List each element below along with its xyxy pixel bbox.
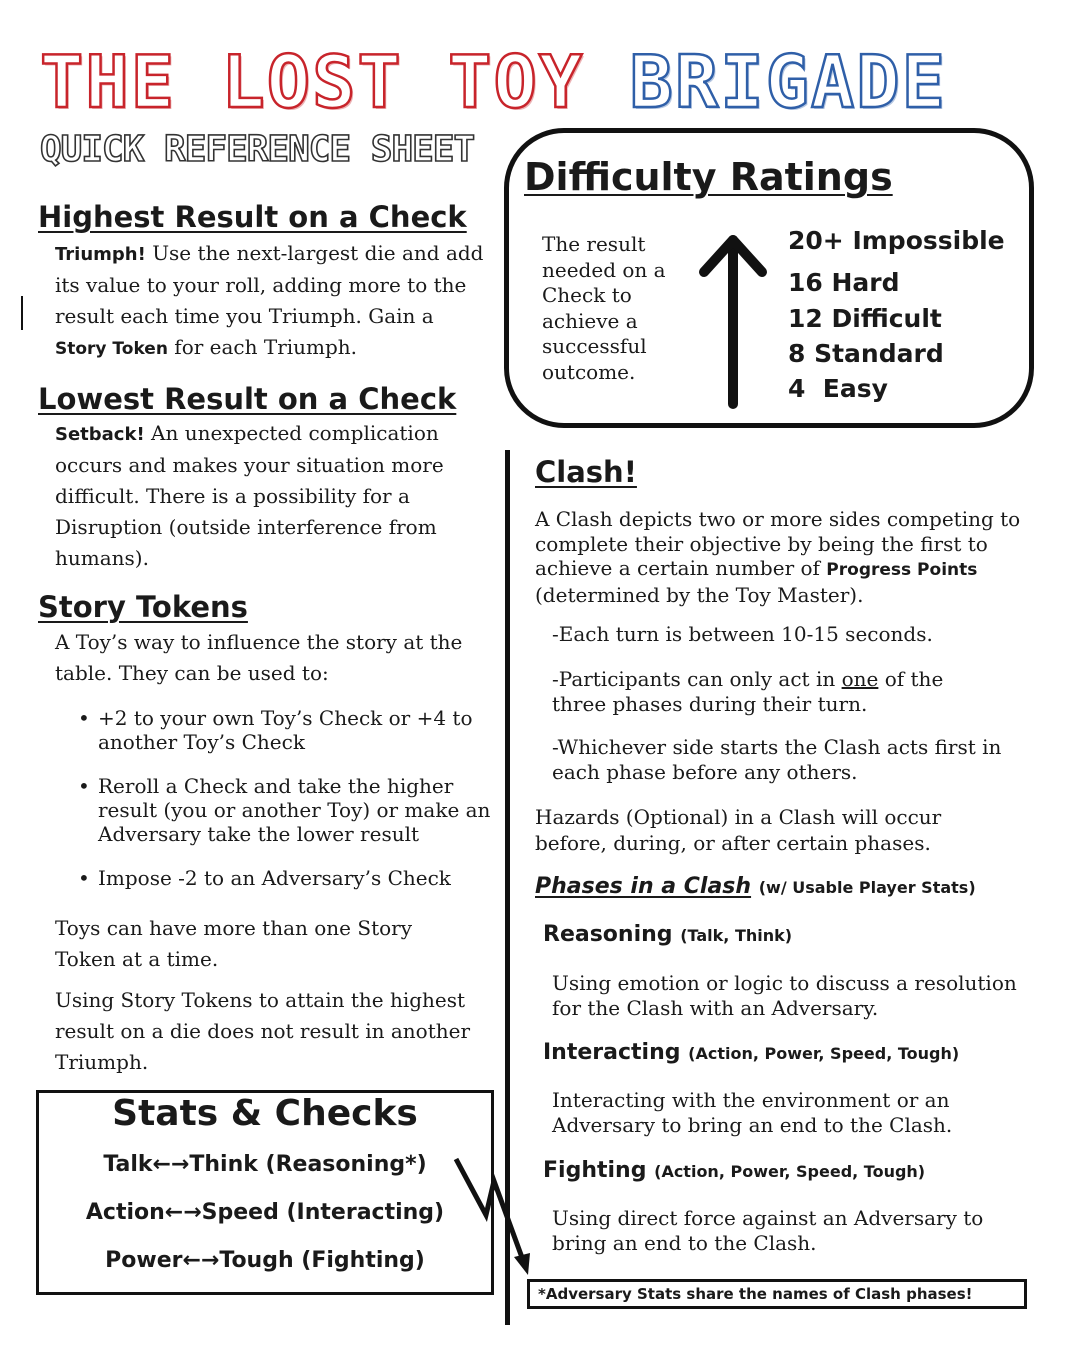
clash-rule-one-phase: -Participants can only act in one of the three phases during their turn. — [552, 667, 944, 716]
highest-result-heading: Highest Result on a Check — [38, 200, 467, 234]
phase-reasoning-desc: Using emotion or logic to discuss a resolution for the Clash with an Adversary. — [552, 971, 1017, 1020]
clash-heading: Clash! — [535, 455, 637, 489]
story-token-bullet-2: • Reroll a Check and take the higher result (you or another Toy) or make an Adversary take the lower result — [78, 774, 491, 846]
clash-rule-first-acts: -Whichever side starts the Clash acts first in each phase before any others. — [552, 735, 1002, 784]
subtitle: QUICK REFERENCE SHEET — [40, 129, 475, 170]
progress-points-term: Progress Points — [826, 560, 978, 580]
bullet-dot: • — [78, 706, 90, 730]
story-token-bullet-3: • Impose -2 to an Adversary’s Check — [78, 866, 451, 890]
gain-pre: Gain a — [368, 304, 434, 328]
story-tokens-note-2: Using Story Tokens to attain the highest result on a die does not result in another Triumph. — [55, 988, 471, 1074]
page-title — [40, 42, 1040, 122]
stat-line-reasoning: Talk←→Think (Reasoning*) — [103, 1152, 427, 1177]
zigzag-arrow-icon — [452, 1155, 532, 1280]
setback-description: An unexpected complication occurs and makes your situation more difficult. There is a possibility for a Disruption (outside interference from humans). — [55, 421, 444, 570]
up-arrow-icon — [698, 232, 768, 410]
stats-checks-title: Stats & Checks — [112, 1093, 418, 1134]
phase-reasoning-heading: Reasoning (Talk, Think) — [543, 922, 793, 947]
bullet-dot: • — [78, 866, 90, 890]
one-emphasis: one — [841, 667, 879, 691]
triumph-description: Use the next-largest die and add its value to your roll, adding more to the result each time you Triumph. — [55, 241, 484, 328]
clash-rule-turn-length: -Each turn is between 10-15 seconds. — [552, 622, 933, 646]
phases-heading: Phases in a Clash (w/ Usable Player Stats) — [535, 874, 976, 899]
bullet-dot: • — [78, 774, 90, 798]
phase-fighting-heading: Fighting (Action, Power, Speed, Tough) — [543, 1158, 926, 1183]
phase-interacting-desc: Interacting with the environment or an Adversary to bring an end to the Clash. — [552, 1088, 953, 1137]
difficulty-level-easy: 4 Easy — [788, 374, 888, 403]
story-token-bullet-1: • +2 to your own Toy’s Check or +4 to another Toy’s Check — [78, 706, 473, 754]
triumph-label: Triumph! — [55, 244, 146, 265]
difficulty-description: The result needed on a Check to achieve a successful outcome. — [542, 232, 666, 384]
title-part-the-lost-toy: THE LOST TOY — [40, 40, 585, 124]
difficulty-level-hard: 16 Hard — [788, 268, 900, 297]
lowest-result-text — [55, 418, 485, 574]
column-divider — [505, 450, 510, 1325]
story-token-term: Story Token — [55, 339, 168, 359]
difficulty-level-standard: 8 Standard — [788, 339, 944, 368]
story-tokens-heading: Story Tokens — [38, 590, 248, 624]
phase-interacting-heading: Interacting (Action, Power, Speed, Tough) — [543, 1040, 960, 1065]
lowest-result-heading: Lowest Result on a Check — [38, 382, 457, 416]
setback-label: Setback! — [55, 424, 145, 445]
stat-line-fighting: Power←→Tough (Fighting) — [105, 1248, 425, 1273]
clash-hazards: Hazards (Optional) in a Clash will occur before, during, or after certain phases. — [535, 805, 942, 855]
difficulty-level-difficult: 12 Difficult — [788, 304, 942, 333]
stat-line-interacting: Action←→Speed (Interacting) — [85, 1200, 445, 1225]
gain-post: for each Triumph. — [174, 335, 358, 359]
story-tokens-note-1: Toys can have more than one Story Token at a time. — [55, 916, 413, 971]
clash-intro: A Clash depicts two or more sides competing to complete their objective by being the first to achieve a certain number of Progress Points (determined by the Toy Master). — [535, 507, 1021, 607]
difficulty-ratings-heading: Difficulty Ratings — [524, 155, 893, 199]
difficulty-level-impossible: 20+ Impossible — [788, 226, 1005, 255]
margin-tick — [21, 296, 23, 330]
highest-result-text — [55, 238, 490, 365]
phase-fighting-desc: Using direct force against an Adversary to bring an end to the Clash. — [552, 1206, 984, 1255]
story-tokens-intro: A Toy’s way to influence the story at the table. They can be used to: — [55, 630, 463, 685]
adversary-stats-footnote: *Adversary Stats share the names of Clash phases! — [527, 1279, 1027, 1309]
title-part-brigade: BRIGADE — [629, 40, 947, 124]
